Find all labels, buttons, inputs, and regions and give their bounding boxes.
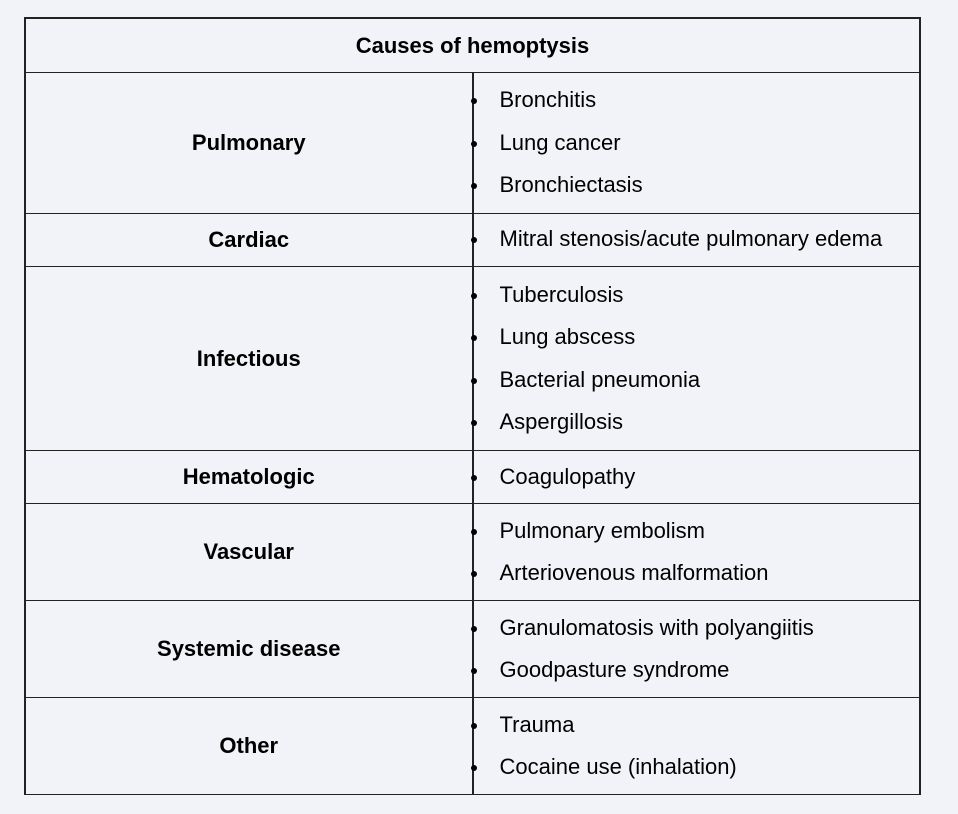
bullet-icon (471, 141, 477, 147)
causes-table-frame (24, 17, 921, 795)
list-item (474, 316, 920, 359)
bullet-icon (471, 626, 477, 632)
cause-list (474, 510, 920, 595)
causes-cell (473, 601, 920, 698)
causes-cell (473, 73, 920, 214)
list-item (474, 456, 920, 499)
table-row (26, 73, 919, 214)
causes-table (26, 19, 919, 794)
causes-cell (473, 698, 920, 794)
list-item (474, 122, 920, 165)
table-title: Causes of hemoptysis (26, 19, 919, 73)
category-cell: Vascular (26, 504, 473, 601)
bullet-icon (471, 183, 477, 189)
category-cell: Cardiac (26, 213, 473, 266)
table-body (26, 73, 919, 795)
bullet-icon (471, 723, 477, 729)
causes-cell (473, 213, 920, 266)
bullet-icon (471, 529, 477, 535)
list-item (474, 401, 920, 444)
category-cell: Pulmonary (26, 73, 473, 214)
list-item (474, 704, 920, 747)
list-item (474, 164, 920, 207)
table-row (26, 698, 919, 794)
category-cell: Systemic disease (26, 601, 473, 698)
category-cell: Other (26, 698, 473, 794)
bullet-icon (471, 765, 477, 771)
cause-text: Bacterial pneumonia (499, 366, 701, 392)
causes-cell (473, 266, 920, 450)
cause-text: Coagulopathy (499, 464, 636, 490)
cause-text: Tuberculosis (499, 281, 624, 307)
list-item (474, 607, 920, 650)
cause-text: Bronchitis (499, 87, 597, 113)
table-header-row (26, 19, 919, 73)
cause-list (474, 274, 920, 444)
cause-text: Goodpasture syndrome (499, 657, 730, 683)
cause-text: Aspergillosis (499, 409, 623, 434)
causes-cell (473, 504, 920, 601)
bullet-icon (471, 420, 477, 426)
list-item (474, 649, 920, 692)
bullet-icon (471, 378, 477, 384)
cause-text: Trauma (499, 711, 575, 737)
bullet-icon (471, 571, 477, 577)
cause-list (474, 704, 920, 789)
list-item (474, 746, 920, 789)
list-item (474, 79, 920, 122)
bullet-icon (471, 335, 477, 341)
category-cell: Hematologic (26, 451, 473, 504)
cause-text: Mitral stenosis/acute pulmonary edema (499, 226, 883, 252)
causes-cell (473, 451, 920, 504)
table-row (26, 266, 919, 450)
cause-list (474, 218, 920, 261)
cause-text: Arteriovenous malformation (499, 560, 769, 586)
table-row (26, 213, 919, 266)
table-row (26, 601, 919, 698)
cause-text: Lung cancer (499, 129, 621, 155)
cause-list (474, 607, 920, 692)
bullet-icon (471, 668, 477, 674)
list-item (474, 359, 920, 402)
cause-list (474, 79, 920, 207)
list-item (474, 218, 920, 261)
list-item (474, 552, 920, 595)
bullet-icon (471, 98, 477, 104)
cause-list (474, 456, 920, 499)
list-item (474, 510, 920, 553)
cause-text: Granulomatosis with polyangiitis (499, 614, 814, 640)
bullet-icon (471, 475, 477, 481)
table-row (26, 504, 919, 601)
bullet-icon (471, 293, 477, 299)
cause-text: Lung abscess (499, 324, 636, 349)
table-row (26, 451, 919, 504)
cause-text: Bronchiectasis (499, 172, 643, 198)
category-cell: Infectious (26, 266, 473, 450)
list-item (474, 274, 920, 317)
cause-text: Pulmonary embolism (499, 517, 705, 543)
cause-text: Cocaine use (inhalation) (499, 754, 737, 780)
